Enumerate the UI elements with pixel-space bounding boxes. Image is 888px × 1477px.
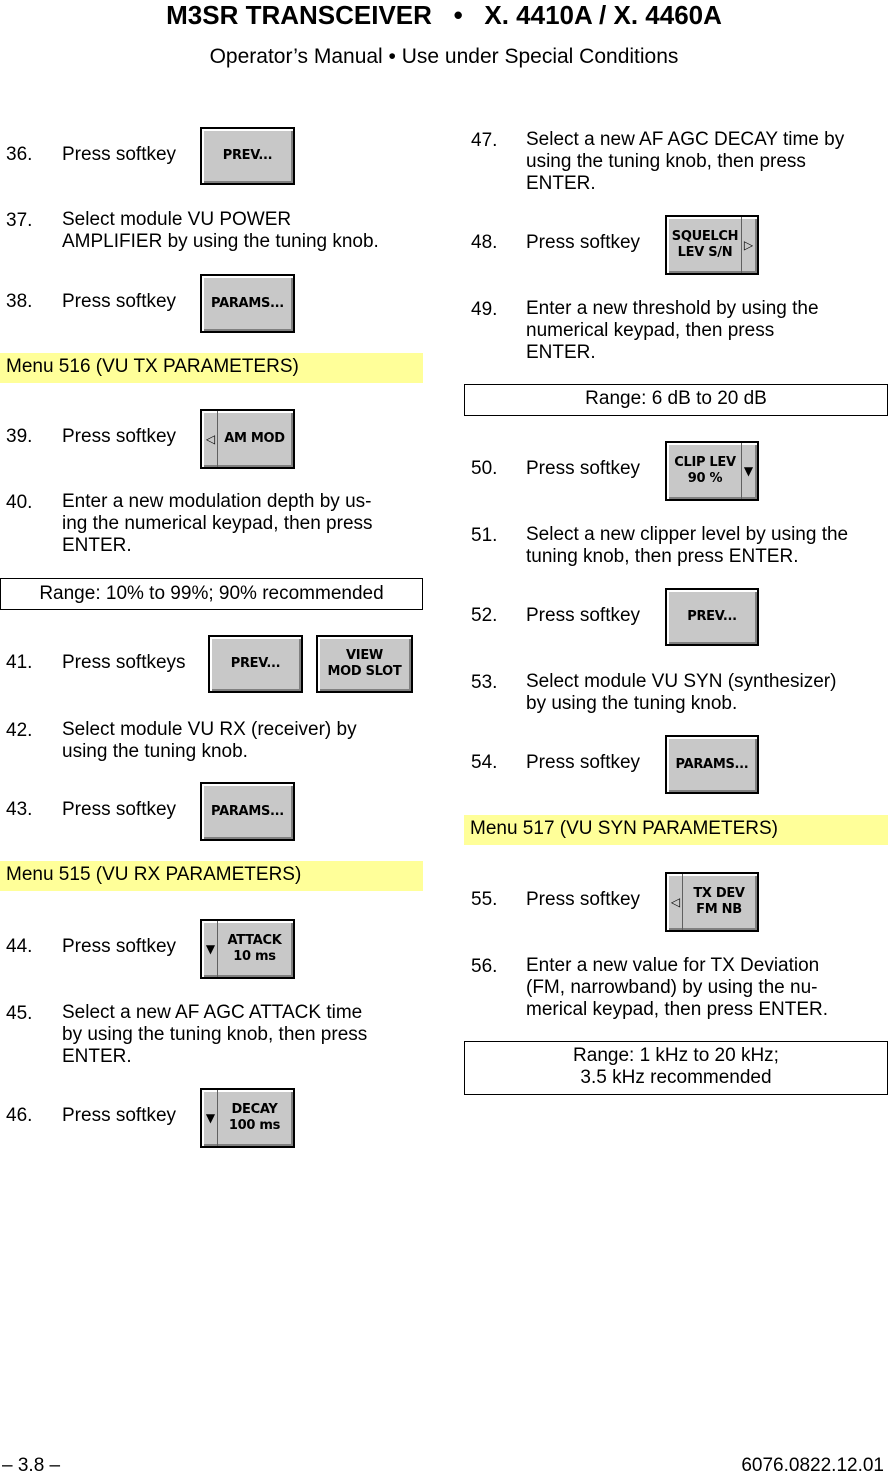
step-number: 52.	[471, 605, 498, 626]
step-text: Select module VU RX (receiver) by	[62, 719, 357, 740]
step-number: 37.	[6, 210, 33, 231]
softkey-prev[interactable]	[200, 127, 295, 185]
document-number: 6076.0822.12.01	[741, 1455, 884, 1476]
softkey-label: PARAMS...	[211, 295, 284, 311]
arrow-left-icon: ◁	[669, 874, 683, 930]
range-line: 3.5 kHz recommended	[580, 1067, 772, 1088]
step-text: Enter a new threshold by using the	[526, 298, 819, 319]
arrow-down-icon: ▼	[204, 1090, 218, 1146]
step-text: Select module VU SYN (synthesizer)	[526, 671, 837, 692]
range-box: Range: 10% to 99%; 90% recommended	[0, 578, 423, 610]
step-text: Press softkey	[526, 605, 641, 626]
softkey-view-mod-slot[interactable]	[316, 635, 413, 693]
softkey-label: PARAMS...	[211, 803, 284, 819]
step-text: by using the tuning knob, then press	[62, 1024, 368, 1045]
step-number: 49.	[471, 299, 498, 320]
step-text: ENTER.	[62, 1046, 132, 1067]
softkey-params[interactable]	[665, 735, 759, 794]
step-text: Press softkey	[62, 426, 177, 447]
range-box: Range: 6 dB to 20 dB	[464, 384, 888, 416]
step-text: Select a new AF AGC DECAY time by	[526, 129, 845, 150]
softkey-label	[216, 921, 293, 977]
step-text: ENTER.	[526, 342, 596, 363]
step-text: Select a new clipper level by using the	[526, 524, 849, 545]
arrow-down-icon: ▼	[741, 443, 755, 499]
step-text: Press softkey	[526, 752, 641, 773]
step-text: Press softkey	[62, 936, 177, 957]
step-text: Select module VU POWER	[62, 209, 292, 230]
softkey-attack[interactable]	[200, 919, 295, 979]
step-text: Press softkey	[62, 291, 177, 312]
softkey-label: PREV...	[222, 148, 273, 163]
softkey-label	[216, 1090, 293, 1146]
step-number: 43.	[6, 799, 33, 820]
softkey-label: PREV...	[687, 609, 737, 624]
step-text: Press softkey	[62, 799, 177, 820]
step-text: Press softkey	[526, 458, 641, 479]
step-text: Press softkey	[62, 144, 177, 165]
softkey-label-line: TX DEV	[693, 886, 745, 901]
step-text: Enter a new value for TX Deviation	[526, 955, 820, 976]
step-number: 44.	[6, 936, 33, 957]
step-number: 45.	[6, 1003, 33, 1024]
range-box	[464, 1041, 888, 1095]
softkey-prev[interactable]	[208, 635, 303, 693]
step-text: tuning knob, then press ENTER.	[526, 546, 799, 567]
step-number: 42.	[6, 720, 33, 741]
softkey-prev[interactable]	[665, 588, 759, 646]
softkey-label	[681, 874, 757, 930]
softkey-clip-lev[interactable]	[665, 441, 759, 501]
step-text: AMPLIFIER by using the tuning knob.	[62, 231, 379, 252]
softkey-label: PREV...	[230, 656, 281, 671]
page-title: M3SR TRANSCEIVER • X. 4410A / X. 4460A	[166, 0, 722, 30]
softkey-squelch[interactable]	[665, 215, 759, 275]
step-text: Press softkey	[526, 232, 641, 253]
softkey-label	[318, 637, 411, 691]
softkey-label-line: VIEW	[346, 648, 383, 663]
softkey-label-line: FM NB	[696, 902, 742, 917]
softkey-label-line: LEV S/N	[677, 245, 733, 260]
step-text: (FM, narrowband) by using the nu-	[526, 977, 818, 998]
step-number: 56.	[471, 956, 498, 977]
arrow-down-icon: ▼	[204, 921, 218, 977]
step-text: numerical keypad, then press	[526, 320, 775, 341]
step-number: 50.	[471, 458, 498, 479]
range-line: Range: 1 kHz to 20 kHz;	[573, 1045, 779, 1066]
step-number: 55.	[471, 889, 498, 910]
step-text: ENTER.	[526, 173, 596, 194]
page-subtitle: Operator’s Manual • Use under Special Conditions	[209, 45, 679, 68]
step-number: 51.	[471, 525, 498, 546]
softkey-label: PARAMS...	[675, 756, 749, 772]
softkey-label: AM MOD	[224, 431, 285, 446]
step-number: 53.	[471, 672, 498, 693]
softkey-label	[667, 217, 743, 273]
step-text: Press softkeys	[62, 652, 186, 673]
step-text: using the tuning knob, then press	[526, 151, 806, 172]
softkey-am-mod[interactable]	[200, 409, 295, 469]
softkey-tx-dev[interactable]	[665, 872, 759, 932]
step-number: 36.	[6, 144, 33, 165]
menu-heading-516: Menu 516 (VU TX PARAMETERS)	[0, 353, 423, 383]
arrow-left-icon: ◁	[204, 411, 218, 467]
step-text: Select a new AF AGC ATTACK time	[62, 1002, 363, 1023]
menu-heading-517: Menu 517 (VU SYN PARAMETERS)	[464, 815, 888, 845]
step-number: 46.	[6, 1105, 33, 1126]
step-text: Press softkey	[62, 1105, 177, 1126]
step-number: 47.	[471, 130, 498, 151]
softkey-label-line: DECAY	[231, 1102, 278, 1117]
softkey-label-line: MOD SLOT	[327, 664, 402, 679]
step-number: 54.	[471, 752, 498, 773]
menu-heading-515: Menu 515 (VU RX PARAMETERS)	[0, 861, 423, 891]
softkey-params[interactable]	[200, 274, 295, 333]
step-number: 38.	[6, 291, 33, 312]
step-text: merical keypad, then press ENTER.	[526, 999, 829, 1020]
softkey-decay[interactable]	[200, 1088, 295, 1148]
step-number: 40.	[6, 492, 33, 513]
softkey-label-line: ATTACK	[227, 933, 282, 948]
step-text: using the tuning knob.	[62, 741, 248, 762]
page-number: – 3.8 –	[2, 1455, 61, 1476]
step-text: ing the numerical keypad, then press	[62, 513, 373, 534]
step-text: Enter a new modulation depth by us-	[62, 491, 372, 512]
softkey-label-line: 90 %	[687, 471, 723, 486]
arrow-right-icon: ▷	[741, 217, 755, 273]
softkey-label-line: 10 ms	[233, 949, 276, 964]
softkey-label-line: 100 ms	[228, 1118, 281, 1133]
step-text: Press softkey	[526, 889, 641, 910]
step-number: 39.	[6, 426, 33, 447]
step-number: 48.	[471, 232, 498, 253]
softkey-label-line: CLIP LEV	[674, 455, 736, 470]
softkey-params[interactable]	[200, 782, 295, 841]
step-text: by using the tuning knob.	[526, 693, 738, 714]
softkey-label-line: SQUELCH	[671, 229, 739, 244]
softkey-label	[667, 443, 743, 499]
step-text: ENTER.	[62, 535, 132, 556]
step-number: 41.	[6, 652, 33, 673]
